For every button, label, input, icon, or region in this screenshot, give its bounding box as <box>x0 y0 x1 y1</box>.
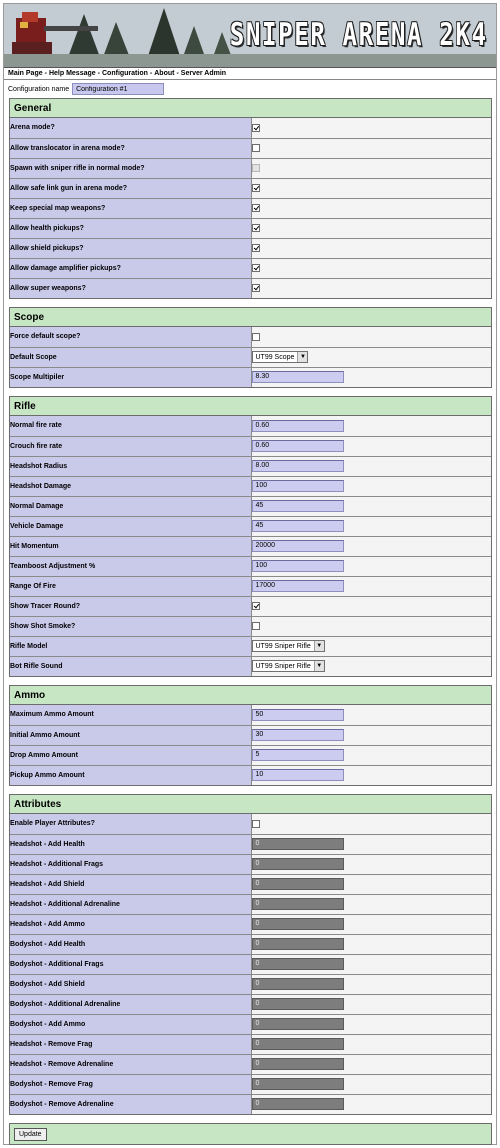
option-checkbox[interactable] <box>252 284 260 292</box>
section-title-rifle: Rifle <box>10 397 491 416</box>
option-disabled-input: 0 <box>252 838 344 850</box>
option-value-cell <box>251 178 491 198</box>
option-row-headshot-remove-adrenaline <box>10 1054 491 1074</box>
option-text-input[interactable]: 8.00 <box>252 460 344 472</box>
option-checkbox[interactable] <box>252 264 260 272</box>
section-general <box>9 98 492 299</box>
option-value-cell <box>251 656 491 676</box>
chevron-down-icon[interactable]: ▼ <box>297 352 307 362</box>
option-value-cell <box>251 198 491 218</box>
option-label: Range Of Fire <box>10 576 251 596</box>
option-select[interactable] <box>252 640 325 652</box>
option-value-cell <box>251 367 491 387</box>
option-value-cell <box>251 934 491 954</box>
option-label: Normal Damage <box>10 496 251 516</box>
nav-about[interactable]: About <box>154 70 175 77</box>
option-row-headshot-additional-adrenaline <box>10 894 491 914</box>
section-scope <box>9 307 492 388</box>
option-row-normal-fire-rate <box>10 416 491 436</box>
option-value-cell <box>251 238 491 258</box>
option-value-cell <box>251 874 491 894</box>
option-row-crouch-fire-rate <box>10 436 491 456</box>
option-value-cell <box>251 1074 491 1094</box>
option-row-default-scope <box>10 347 491 367</box>
section-title-attributes: Attributes <box>10 795 491 814</box>
option-row-spawn-with-sniper-rifle-in-normal-mode <box>10 158 491 178</box>
nav-main-page[interactable]: Main Page <box>8 70 43 77</box>
option-row-headshot-damage <box>10 476 491 496</box>
option-row-bodyshot-additional-adrenaline <box>10 994 491 1014</box>
option-label: Allow translocator in arena mode? <box>10 138 251 158</box>
option-disabled-input: 0 <box>252 1058 344 1070</box>
option-value-cell <box>251 854 491 874</box>
option-label: Bodyshot - Additional Frags <box>10 954 251 974</box>
banner-logo-title: SNIPER ARENA 2K4 <box>230 17 488 53</box>
option-row-force-default-scope <box>10 327 491 347</box>
option-value-cell <box>251 636 491 656</box>
config-name-label: Configuration name <box>8 85 70 93</box>
option-value-cell <box>251 765 491 785</box>
option-value-cell <box>251 436 491 456</box>
general-options-table <box>10 118 491 298</box>
option-row-maximum-ammo-amount <box>10 705 491 725</box>
option-disabled-input: 0 <box>252 898 344 910</box>
option-value-cell <box>251 725 491 745</box>
option-text-input[interactable]: 100 <box>252 560 344 572</box>
rifle-options-table <box>10 416 491 676</box>
option-value-cell <box>251 745 491 765</box>
option-row-normal-damage <box>10 496 491 516</box>
scope-options-table <box>10 327 491 387</box>
option-label: Allow shield pickups? <box>10 238 251 258</box>
option-value-cell <box>251 596 491 616</box>
option-checkbox[interactable] <box>252 244 260 252</box>
option-row-range-of-fire <box>10 576 491 596</box>
option-checkbox <box>252 164 260 172</box>
option-label: Force default scope? <box>10 327 251 347</box>
option-value-cell <box>251 118 491 138</box>
option-label: Bodyshot - Add Shield <box>10 974 251 994</box>
option-checkbox[interactable] <box>252 224 260 232</box>
option-row-headshot-add-shield <box>10 874 491 894</box>
section-ammo <box>9 685 492 786</box>
option-row-allow-super-weapons <box>10 278 491 298</box>
option-value-cell <box>251 516 491 536</box>
option-checkbox[interactable] <box>252 184 260 192</box>
nav-configuration[interactable]: Configuration <box>102 70 148 77</box>
update-button[interactable]: Update <box>14 1128 47 1141</box>
option-row-drop-ammo-amount <box>10 745 491 765</box>
option-disabled-input: 0 <box>252 958 344 970</box>
option-row-arena-mode <box>10 118 491 138</box>
section-title-general: General <box>10 99 491 118</box>
option-select-value: UT99 Sniper Rifle <box>255 642 311 650</box>
section-title-scope: Scope <box>10 308 491 327</box>
option-select-value: UT99 Sniper Rifle <box>255 662 311 670</box>
option-row-bodyshot-remove-frag <box>10 1074 491 1094</box>
option-disabled-input: 0 <box>252 878 344 890</box>
nav-help-message[interactable]: Help Message <box>48 70 96 77</box>
option-label: Headshot - Add Shield <box>10 874 251 894</box>
option-value-cell <box>251 536 491 556</box>
option-row-show-tracer-round <box>10 596 491 616</box>
option-row-allow-health-pickups <box>10 218 491 238</box>
option-value-cell <box>251 158 491 178</box>
option-text-input[interactable]: 0.60 <box>252 420 344 432</box>
option-row-teamboost-adjustment <box>10 556 491 576</box>
section-rifle <box>9 396 492 677</box>
option-row-headshot-radius <box>10 456 491 476</box>
option-select[interactable] <box>252 351 309 363</box>
option-row-hit-momentum <box>10 536 491 556</box>
option-value-cell <box>251 894 491 914</box>
option-disabled-input: 0 <box>252 1078 344 1090</box>
option-label: Drop Ammo Amount <box>10 745 251 765</box>
option-row-allow-damage-amplifier-pickups <box>10 258 491 278</box>
option-checkbox[interactable] <box>252 602 260 610</box>
option-row-initial-ammo-amount <box>10 725 491 745</box>
option-value-cell <box>251 1034 491 1054</box>
option-value-cell <box>251 218 491 238</box>
option-label: Scope Multipiler <box>10 367 251 387</box>
config-page <box>3 3 497 1145</box>
option-text-input[interactable]: 30 <box>252 729 344 741</box>
option-disabled-input: 0 <box>252 858 344 870</box>
option-checkbox[interactable] <box>252 124 260 132</box>
option-row-show-shot-smoke <box>10 616 491 636</box>
option-label: Vehicle Damage <box>10 516 251 536</box>
option-text-input[interactable]: 8.30 <box>252 371 344 383</box>
option-text-input[interactable]: 17000 <box>252 580 344 592</box>
option-value-cell <box>251 1054 491 1074</box>
option-value-cell <box>251 576 491 596</box>
option-row-allow-translocator-in-arena-mode <box>10 138 491 158</box>
option-value-cell <box>251 814 491 834</box>
option-text-input[interactable]: 45 <box>252 500 344 512</box>
option-value-cell <box>251 954 491 974</box>
option-label: Show Tracer Round? <box>10 596 251 616</box>
footer-bar <box>9 1123 492 1145</box>
option-value-cell <box>251 974 491 994</box>
option-text-input[interactable]: 5 <box>252 749 344 761</box>
banner <box>4 4 496 68</box>
option-row-scope-multipiler <box>10 367 491 387</box>
option-value-cell <box>251 347 491 367</box>
option-label: Headshot - Add Health <box>10 834 251 854</box>
option-checkbox[interactable] <box>252 144 260 152</box>
option-row-headshot-remove-frag <box>10 1034 491 1054</box>
option-row-rifle-model <box>10 636 491 656</box>
attributes-options-table <box>10 814 491 1114</box>
option-row-bodyshot-add-ammo <box>10 1014 491 1034</box>
option-label: Headshot Radius <box>10 456 251 476</box>
option-row-allow-safe-link-gun-in-arena-mode <box>10 178 491 198</box>
option-select-value: UT99 Scope <box>255 353 295 361</box>
option-disabled-input: 0 <box>252 938 344 950</box>
option-label: Allow damage amplifier pickups? <box>10 258 251 278</box>
option-row-enable-player-attributes <box>10 814 491 834</box>
option-row-headshot-additional-frags <box>10 854 491 874</box>
option-label: Headshot - Additional Frags <box>10 854 251 874</box>
option-text-input[interactable]: 50 <box>252 709 344 721</box>
option-label: Keep special map weapons? <box>10 198 251 218</box>
option-value-cell <box>251 138 491 158</box>
option-value-cell <box>251 994 491 1014</box>
option-row-bodyshot-additional-frags <box>10 954 491 974</box>
chevron-down-icon[interactable]: ▼ <box>314 661 324 671</box>
option-checkbox[interactable] <box>252 622 260 630</box>
option-row-bodyshot-add-shield <box>10 974 491 994</box>
nav-separator: - <box>149 70 153 77</box>
nav-separator: - <box>97 70 100 77</box>
option-label: Bodyshot - Remove Adrenaline <box>10 1094 251 1114</box>
option-row-headshot-add-ammo <box>10 914 491 934</box>
option-disabled-input: 0 <box>252 1038 344 1050</box>
option-row-bot-rifle-sound <box>10 656 491 676</box>
option-value-cell <box>251 496 491 516</box>
option-value-cell <box>251 556 491 576</box>
option-row-bodyshot-add-health <box>10 934 491 954</box>
nav-separator: - <box>176 70 179 77</box>
option-value-cell <box>251 416 491 436</box>
option-label: Maximum Ammo Amount <box>10 705 251 725</box>
option-row-vehicle-damage <box>10 516 491 536</box>
option-select[interactable] <box>252 660 325 672</box>
option-disabled-input: 0 <box>252 998 344 1010</box>
option-label: Bot Rifle Sound <box>10 656 251 676</box>
option-disabled-input: 0 <box>252 918 344 930</box>
option-label: Initial Ammo Amount <box>10 725 251 745</box>
option-label: Headshot - Add Ammo <box>10 914 251 934</box>
option-row-headshot-add-health <box>10 834 491 854</box>
option-label: Pickup Ammo Amount <box>10 765 251 785</box>
main-nav <box>4 68 496 80</box>
option-value-cell <box>251 914 491 934</box>
option-text-input[interactable]: 0.60 <box>252 440 344 452</box>
option-row-bodyshot-remove-adrenaline <box>10 1094 491 1114</box>
option-label: Arena mode? <box>10 118 251 138</box>
option-text-input[interactable]: 20000 <box>252 540 344 552</box>
option-disabled-input: 0 <box>252 1018 344 1030</box>
option-value-cell <box>251 1014 491 1034</box>
option-label: Bodyshot - Add Ammo <box>10 1014 251 1034</box>
option-value-cell <box>251 1094 491 1114</box>
section-title-ammo: Ammo <box>10 686 491 705</box>
option-value-cell <box>251 705 491 725</box>
option-label: Bodyshot - Add Health <box>10 934 251 954</box>
option-value-cell <box>251 616 491 636</box>
ammo-options-table <box>10 705 491 785</box>
option-label: Normal fire rate <box>10 416 251 436</box>
option-disabled-input: 0 <box>252 1098 344 1110</box>
option-checkbox[interactable] <box>252 820 260 828</box>
option-value-cell <box>251 834 491 854</box>
option-disabled-input: 0 <box>252 978 344 990</box>
nav-separator: - <box>44 70 47 77</box>
option-label: Hit Momentum <box>10 536 251 556</box>
option-text-input[interactable]: 45 <box>252 520 344 532</box>
option-label: Headshot - Additional Adrenaline <box>10 894 251 914</box>
option-value-cell <box>251 476 491 496</box>
option-text-input[interactable]: 10 <box>252 769 344 781</box>
option-label: Allow safe link gun in arena mode? <box>10 178 251 198</box>
option-label: Teamboost Adjustment % <box>10 556 251 576</box>
option-label: Enable Player Attributes? <box>10 814 251 834</box>
option-label: Allow health pickups? <box>10 218 251 238</box>
config-name-input[interactable] <box>72 83 164 95</box>
option-value-cell <box>251 278 491 298</box>
nav-server-admin[interactable]: Server Admin <box>180 70 227 77</box>
option-value-cell <box>251 327 491 347</box>
option-row-pickup-ammo-amount <box>10 765 491 785</box>
option-label: Spawn with sniper rifle in normal mode? <box>10 158 251 178</box>
option-label: Rifle Model <box>10 636 251 656</box>
option-label: Crouch fire rate <box>10 436 251 456</box>
option-label: Headshot Damage <box>10 476 251 496</box>
option-checkbox[interactable] <box>252 333 260 341</box>
option-row-allow-shield-pickups <box>10 238 491 258</box>
section-attributes <box>9 794 492 1115</box>
option-label: Headshot - Remove Adrenaline <box>10 1054 251 1074</box>
option-label: Headshot - Remove Frag <box>10 1034 251 1054</box>
option-value-cell <box>251 456 491 476</box>
option-label: Default Scope <box>10 347 251 367</box>
option-text-input[interactable]: 100 <box>252 480 344 492</box>
option-value-cell <box>251 258 491 278</box>
option-checkbox[interactable] <box>252 204 260 212</box>
option-label: Allow super weapons? <box>10 278 251 298</box>
config-name-row <box>4 80 496 98</box>
option-label: Bodyshot - Remove Frag <box>10 1074 251 1094</box>
option-label: Show Shot Smoke? <box>10 616 251 636</box>
option-row-keep-special-map-weapons <box>10 198 491 218</box>
option-label: Bodyshot - Additional Adrenaline <box>10 994 251 1014</box>
chevron-down-icon[interactable]: ▼ <box>314 641 324 651</box>
